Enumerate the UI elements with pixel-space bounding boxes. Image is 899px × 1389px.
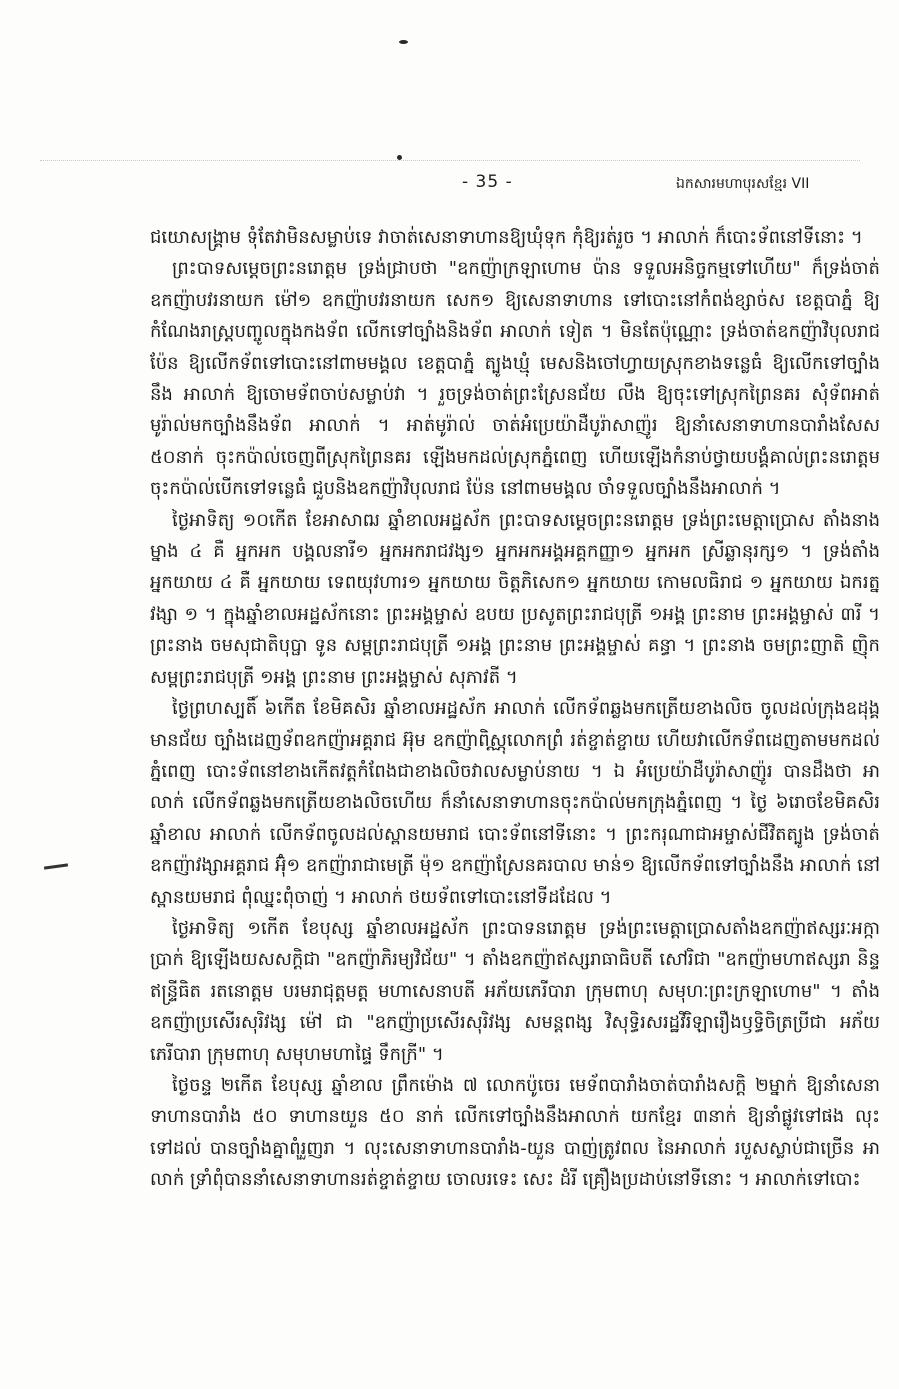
page-header [0,172,899,202]
scan-dotted-rule [40,160,860,161]
paragraph: ព្រះបាទសម្តេចព្រះនរោត្តម ទ្រង់ជ្រាបថា "ឧកញ៉ាក្រឡាហោម ប៉ាន ទទួលអនិច្ចកម្មទៅហើយ" ក៏ទ្រង់ចាត់ឧកញ៉ាបវរនាយក ម៉ៅ១ ឧកញ៉ាបវរនាយក សេក១ ឱ្យសេនាទាហាន ទៅបោះនៅកំពង់ខ្សាច់ស ខេត្តបាភ្នំ ឱ្យកំណែងរាស្ត្របញ្ចូលក្នុងកងទ័ព លើកទៅច្បាំងនិងទ័ព អាលាក់ ទៀត ។ មិនតែប៉ុណ្ណោះ ទ្រង់ចាត់ឧកញ៉ាវិបុលរាជ ប៉ែន ឱ្យលើកទ័ពទៅបោះនៅពាមមង្គល ខេត្តបាភ្នំ ត្បូងឃ្មុំ មេសនិងចៅហ្វាយស្រុកខាងទន្លេធំ ឱ្យលើកទៅច្បាំងនឹង អាលាក់ ឱ្យចោមទ័ពចាប់សម្លាប់វា ។ រួចទ្រង់ចាត់ព្រះស្រែនជ័យ លឹង ឱ្យចុះទៅស្រុកព្រៃនគរ សុំទ័ពអាត់មូរ៉ាល់មកច្បាំងនឹងទ័ព អាលាក់ ។ អាត់មូរ៉ាល់ ចាត់អំប្រេយ៉ាដឺបូរ៉ាសាញ៉ូរ ឱ្យនាំសេនាទាហានបារាំងសែស ៥០នាក់ ចុះកប៉ាល់ចេញពីស្រុកព្រៃនគរ ឡើងមកដល់ស្រុកភ្នំពេញ ហើយឡើងកំនាប់ថ្វាយបង្គំគាល់ព្រះនរោត្តមចុះកប៉ាល់បើកទៅទន្លេធំ ជួបនិងឧកញ៉ាវិបុលរាជ ប៉ែន នៅពាមមង្គល ចាំទទួលច្បាំងនឹងអាលាក់ ។ [150,258,880,500]
paragraph: ថ្ងៃអាទិត្យ ១០កើត ខែអាសាឍ ឆ្នាំខាលអដ្ឋស័ក ព្រះបាទសម្តេចព្រះនរោត្តម ទ្រង់ព្រះមេត្តាប្រោស តាំងនាងម្នាង ៤ គឺ អ្នកអក បង្គលនារី១ អ្នកអករាជវង្ស១ អ្នកអកអង្គអគ្គកញ្ញា១ អ្នកអក ស្រីឆ្លានុរក្ស១ ។ ទ្រង់តាំងអ្នកយាយ ៤ គឺ អ្នកយាយ ទេពយុវហារ១ អ្នកយាយ ចិត្តភិសេក១ អ្នកយាយ កោមលធិរាជ ១ អ្នកយាយ ឯករត្នវង្សា ១ ។ ក្នុងឆ្នាំខាលអដ្ឋស័កនោះ ព្រះអង្គម្ចាស់ ឧបយ ប្រសូតព្រះរាជបុត្រី ១អង្គ ព្រះនាម ព្រះអង្គម្ចាស់ ៣រី ។ ព្រះនាង ចមសុជាតិបុប្ផា ទូន សម្ពព្រះរាជបុត្រី ១អង្គ ព្រះនាម ព្រះអង្គម្ចាស់ គន្ធា ។ ព្រះនាង ចមព្រះញាតិ ញ៉ិក សម្ពព្រះរាជបុត្រី ១អង្គ ព្រះនាម ព្រះអង្គម្ចាស់ សុភាវតី ។ [150,509,880,688]
ink-speck [399,40,408,44]
paragraph: ថ្ងៃព្រហស្បតិ៍ ៦កើត ខែមិគសិរ ឆ្នាំខាលអដ្ឋស័ក អាលាក់ លើកទ័ពឆ្លងមកត្រើយខាងលិច ចូលដល់ក្រុងឧដុង្គមានជ័យ ច្បាំងដេញទ័ពឧកញ៉ាអគ្គរាជ អ៊ុម ឧកញ៉ាពិស្ណុលោកព្រំ រត់ខ្ចាត់ខ្ចាយ ហើយវាលើកទ័ពដេញតាមមកដល់ភ្នំពេញ បោះទ័ពនៅខាងកើតវត្តកំពែងជាខាងលិចវាលសម្លាប់នាយ ។ ឯ អំប្រេយ៉ាដឺបូរ៉ាសាញ៉ូរ បានដឹងថា អាលាក់ លើកទ័ពឆ្លងមកត្រើយខាងលិចហើយ ក៏នាំសេនាទាហានចុះកប៉ាល់មកក្រុងភ្នំពេញ ។ ថ្ងៃ ៦រោចខែមិគសិរ ឆ្នាំខាល អាលាក់ លើកទ័ពចូលដល់ស្ពានយមរាជ បោះទ័ពនៅទីនោះ ។ ព្រះករុណាជាអម្ចាស់ជីវិតត្បូង ទ្រង់ចាត់ឧកញ៉ាវង្សាអគ្គរាជ អ៊ុំ១ ឧកញ៉ារាជាមេត្រី ម៉ុ១ ឧកញ៉ាស្រែនគរបាល មាន់១ ឱ្យលើកទ័ពទៅច្បាំងនឹង អាលាក់ នៅស្ពានយមរាជ ពុំឈ្នះពុំចាញ់ ។ អាលាក់ ថយទ័ពទៅបោះនៅទីដដែល ។ [150,698,880,908]
page-number: - 35 - [462,172,513,192]
paragraph: ថ្ងៃអាទិត្យ ១កើត ខែបុស្ស ឆ្នាំខាលអដ្ឋស័ក ព្រះបាទនរោត្តម ទ្រង់ព្រះមេត្តាប្រោសតាំងឧកញ៉ាឥស្សរៈអក្កា ប្រាក់ ឱ្យឡើងយសសក្តិជា "ឧកញ៉ាភិរម្យវិជ័យ" ។ តាំងឧកញ៉ាឥស្សរាធាធិបតី សៅរិជា "ឧកញ៉ាមហាឥស្សរា និន្ទ ឥន្ទ្រីធិត រតនោត្តម បរមរាជុត្តមត្ត មហាសេនាបតី អភ័យភេរីបារា ក្រុមពាហុ សមុហៈព្រះក្រឡាហោម" ។ តាំងឧកញ៉ាប្រសើរសុរិវង្ស ម៉ៅ ជា "ឧកញ៉ាប្រសើរសុរិវង្ស សមន្តពង្ស វិសុទ្ធិរសរដ្ឋវិរិឡារឿងឫទ្ធិចិត្រប្រីជា អភ័យភេរីបារា ក្រុមពាហុ សមុហមហាផ្ទៃ ទឹកក្រី" ។ [150,917,880,1065]
running-title: ឯកសារមហាបុរសខ្មែរ VII [676,176,810,192]
paragraph: ថ្ងៃចន្ទ ២កើត ខែបុស្ស ឆ្នាំខាល ព្រឹកម៉ោង ៧ លោកប៉ូចេរ មេទ័ពបារាំងចាត់បារាំងសក្តិ ២ម្នាក់ ឱ្យនាំសេនាទាហានបារាំង ៥០ ទាហានយួន ៥០ នាក់ លើកទៅច្បាំងនឹងអាលាក់ យកខ្មែរ ៣នាក់ ឱ្យនាំផ្លូវទៅផង លុះទៅដល់ បានច្បាំងគ្នាពុំរួញរា ។ លុះសេនាទាហានបារាំង-យួន បាញ់ត្រូវពល នៃអាលាក់ របួសស្លាប់ជាច្រើន អាលាក់ ទ្រាំពុំបាននាំសេនាទាហានរត់ខ្ចាត់ខ្ចាយ ចោលរទេះ សេះ ដំរី គ្រឿងប្រដាប់នៅទីនោះ ។ អាលាក់ទៅបោះ [150,1074,880,1191]
paragraph: ជយោសង្គ្រាម ទុំតែវាមិនសម្លាប់ទេ វាចាត់សេនាទាហានឱ្យឃុំទុក កុំឱ្យរត់រួច ។ អាលាក់ ក៏បោះទ័ពនៅទីនោះ ។ [150,227,863,248]
body-text [150,222,880,1282]
margin-pen-mark [44,863,68,869]
